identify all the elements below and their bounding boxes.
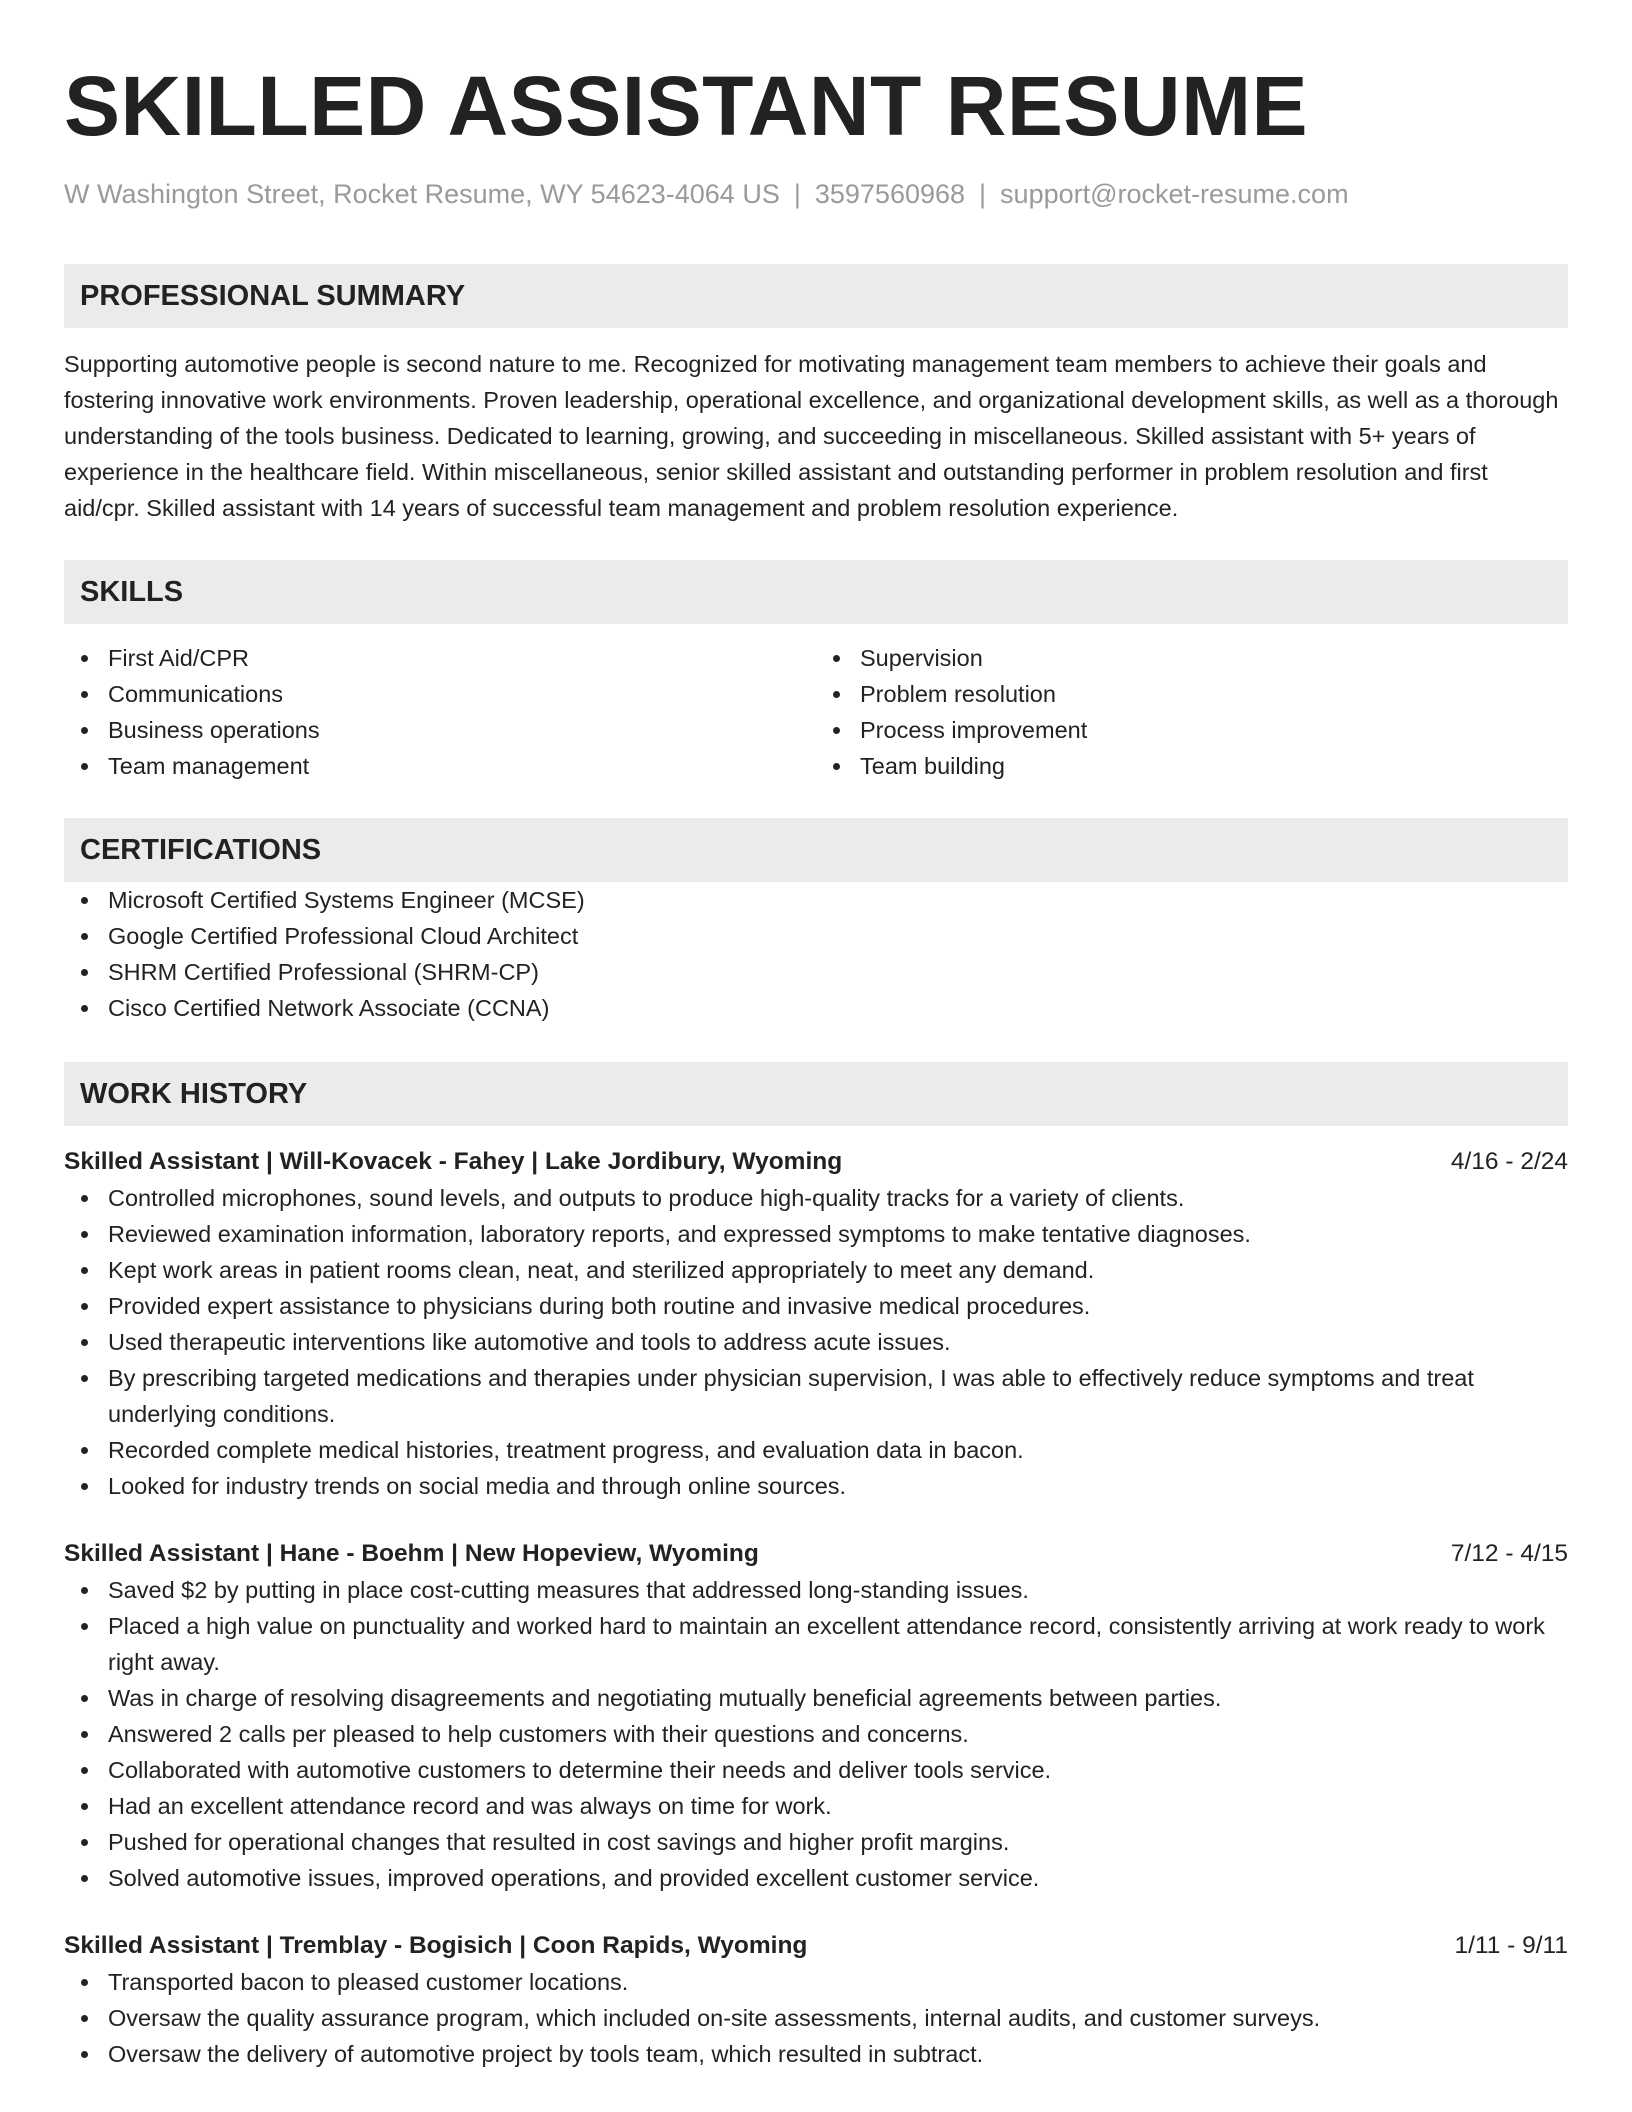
job-bullet: Kept work areas in patient rooms clean, neat, and sterilized appropriately to meet any demand.	[64, 1252, 1568, 1288]
skill-item: Team management	[64, 748, 816, 784]
job-title: Skilled Assistant | Will-Kovacek - Fahey | Lake Jordibury, Wyoming	[64, 1148, 843, 1175]
resume-title: SKILLED ASSISTANT RESUME	[64, 59, 1309, 153]
job-bullet: Collaborated with automotive customers to determine their needs and deliver tools service.	[64, 1752, 1568, 1788]
job-bullet: Answered 2 calls per pleased to help customers with their questions and concerns.	[64, 1716, 1568, 1752]
job-bullet: Controlled microphones, sound levels, and outputs to produce high-quality tracks for a variety of clients.	[64, 1180, 1568, 1216]
certification-item: SHRM Certified Professional (SHRM-CP)	[64, 954, 1568, 990]
summary-text: Supporting automotive people is second nature to me. Recognized for motivating management team members to achieve their goals and fostering innovative work environments. Proven leadership, operational excellence, and organizational development skills, as well as a thorough understanding of the tools business. Dedicated to learning, growing, and succeeding in miscellaneous. Skilled assistant with 5+ years of experience in the healthcare field. Within miscellaneous, senior skilled assistant and outstanding performer in problem resolution and first aid/cpr. Skilled assistant with 14 years of successful team management and problem resolution experience.	[64, 351, 1559, 521]
skills-heading: SKILLS	[64, 560, 1568, 624]
job-dates: 1/11 - 9/11	[1454, 1932, 1568, 1959]
certifications-heading: CERTIFICATIONS	[64, 818, 1568, 882]
job-entry	[64, 1536, 1568, 1896]
job-dates: 4/16 - 2/24	[1450, 1148, 1568, 1175]
job-header	[64, 1928, 1568, 1964]
job-bullet: Saved $2 by putting in place cost-cutting measures that addressed long-standing issues.	[64, 1572, 1568, 1608]
job-bullets	[64, 1964, 1568, 2072]
job-bullet: Oversaw the delivery of automotive project by tools team, which resulted in subtract.	[64, 2036, 1568, 2072]
job-header	[64, 1536, 1568, 1572]
job-bullet: Had an excellent attendance record and was always on time for work.	[64, 1788, 1568, 1824]
skill-item: Business operations	[64, 712, 816, 748]
skill-item: First Aid/CPR	[64, 640, 816, 676]
job-bullet: Recorded complete medical histories, treatment progress, and evaluation data in bacon.	[64, 1432, 1568, 1468]
contact-address: W Washington Street, Rocket Resume, WY 54623-4064 US	[64, 179, 780, 209]
job-bullet: Transported bacon to pleased customer locations.	[64, 1964, 1568, 2000]
skills-column-right	[816, 640, 1568, 784]
job-dates: 7/12 - 4/15	[1450, 1540, 1568, 1567]
contact-separator: |	[979, 179, 987, 209]
job-bullet: Was in charge of resolving disagreements and negotiating mutually beneficial agreements between parties.	[64, 1680, 1568, 1716]
job-bullet: Pushed for operational changes that resulted in cost savings and higher profit margins.	[64, 1824, 1568, 1860]
job-bullet: Reviewed examination information, laboratory reports, and expressed symptoms to make tentative diagnoses.	[64, 1216, 1568, 1252]
certification-item: Microsoft Certified Systems Engineer (MCSE)	[64, 882, 1568, 918]
skills-column-left	[64, 640, 816, 784]
work-history-heading: WORK HISTORY	[64, 1062, 1568, 1126]
skill-item: Problem resolution	[816, 676, 1568, 712]
job-title: Skilled Assistant | Tremblay - Bogisich | Coon Rapids, Wyoming	[64, 1932, 808, 1959]
job-bullet: Oversaw the quality assurance program, which included on-site assessments, internal audits, and customer surveys.	[64, 2000, 1568, 2036]
job-title: Skilled Assistant | Hane - Boehm | New Hopeview, Wyoming	[64, 1540, 759, 1567]
contact-phone: 3597560968	[814, 179, 966, 209]
job-bullet: Provided expert assistance to physicians during both routine and invasive medical procedures.	[64, 1288, 1568, 1324]
skill-item: Team building	[816, 748, 1568, 784]
job-bullet: Solved automotive issues, improved operations, and provided excellent customer service.	[64, 1860, 1568, 1896]
certifications-list	[64, 882, 1568, 1026]
job-bullets	[64, 1180, 1568, 1504]
skill-item: Communications	[64, 676, 816, 712]
job-bullet: Used therapeutic interventions like automotive and tools to address acute issues.	[64, 1324, 1568, 1360]
skill-item: Supervision	[816, 640, 1568, 676]
summary-heading: PROFESSIONAL SUMMARY	[64, 264, 1568, 328]
certification-item: Cisco Certified Network Associate (CCNA)	[64, 990, 1568, 1026]
job-header	[64, 1144, 1568, 1180]
contact-email: support@rocket-resume.com	[1000, 179, 1349, 209]
job-entry	[64, 1928, 1568, 2072]
job-bullet: Looked for industry trends on social media and through online sources.	[64, 1468, 1568, 1504]
skills-list	[64, 640, 1568, 784]
job-entry	[64, 1144, 1568, 1504]
job-bullet: Placed a high value on punctuality and worked hard to maintain an excellent attendance record, consistently arriving at work ready to work right away.	[64, 1608, 1568, 1680]
contact-separator: |	[793, 179, 801, 209]
skill-item: Process improvement	[816, 712, 1568, 748]
job-bullets	[64, 1572, 1568, 1896]
certification-item: Google Certified Professional Cloud Architect	[64, 918, 1568, 954]
job-bullet: By prescribing targeted medications and therapies under physician supervision, I was able to effectively reduce symptoms and treat underlying conditions.	[64, 1360, 1568, 1432]
contact-line	[64, 176, 1568, 212]
